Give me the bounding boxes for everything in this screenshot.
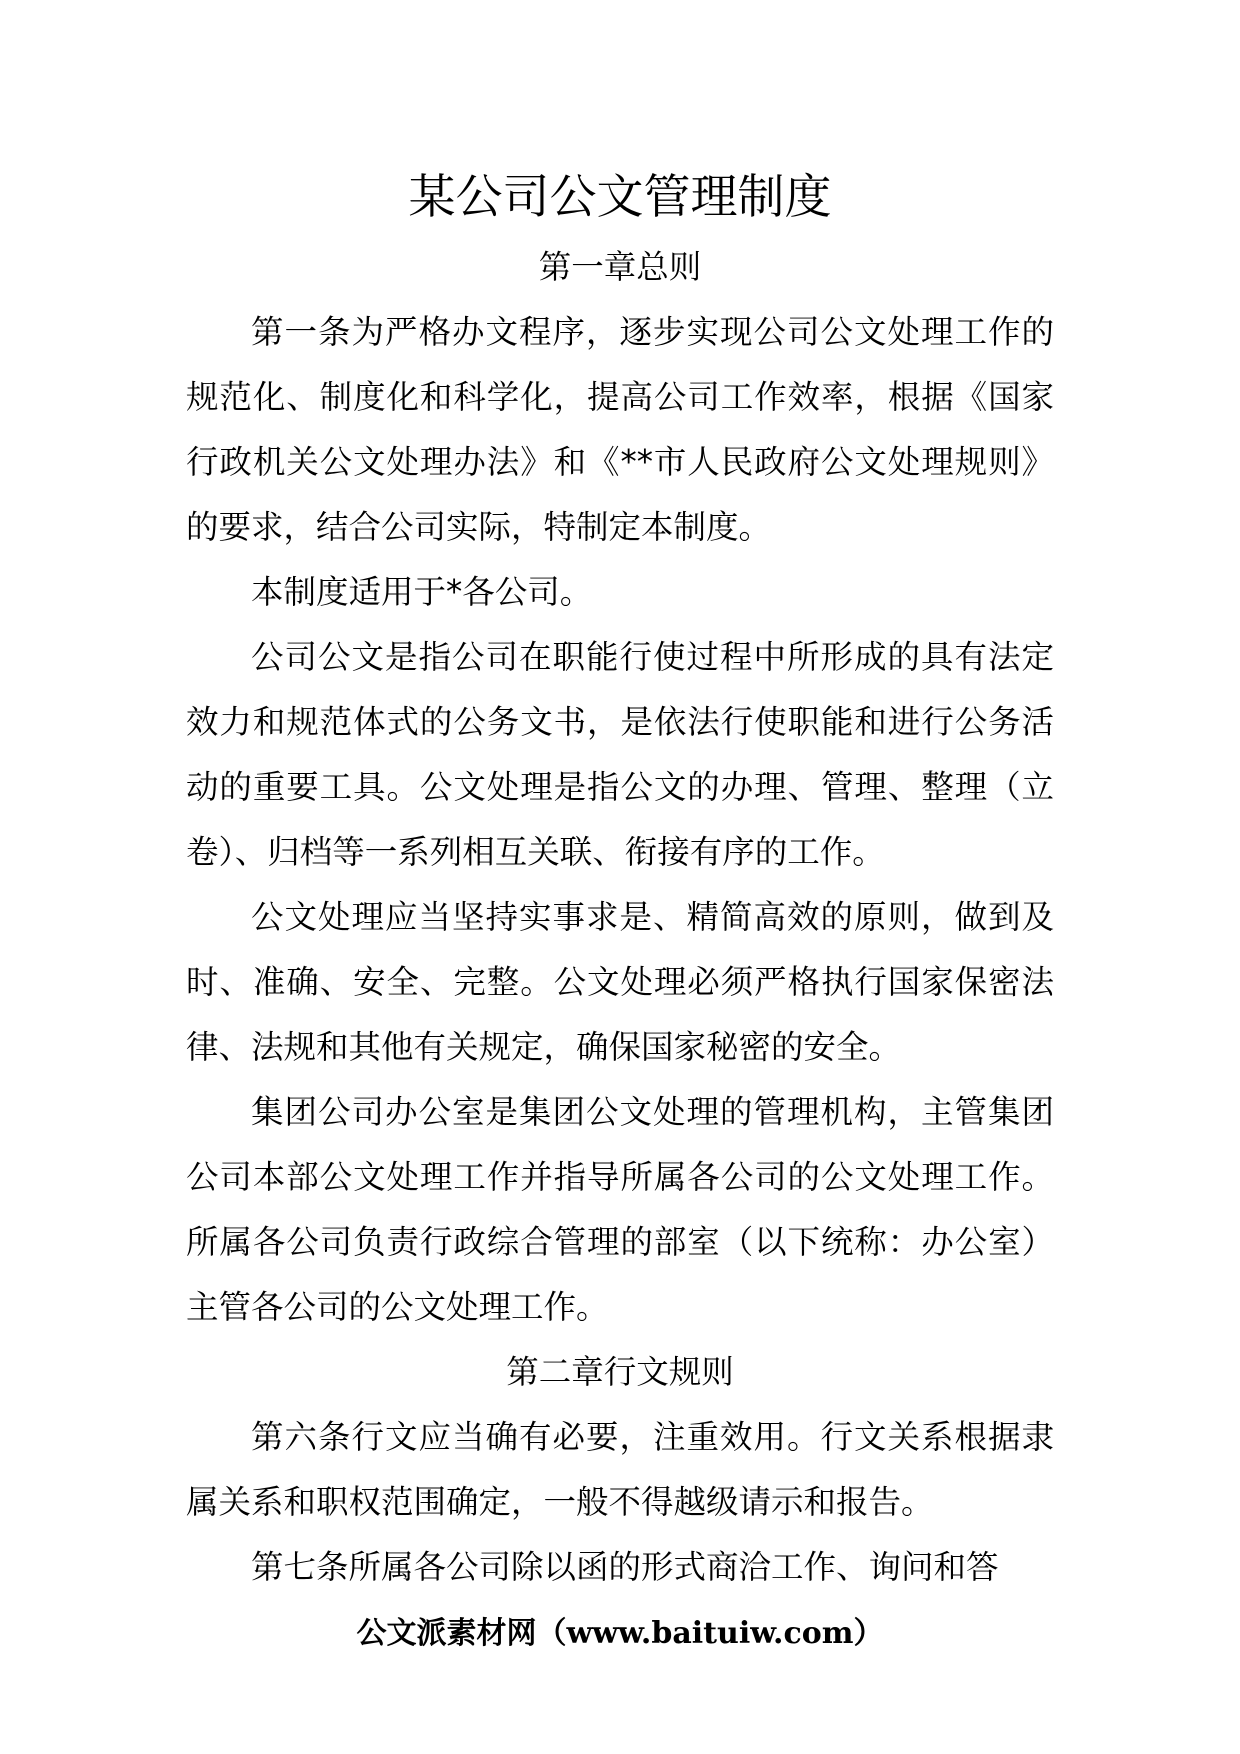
paragraph: 第七条所属各公司除以函的形式商洽工作、询问和答 [251,1548,999,1586]
chapter-heading-1: 第一章总则 [538,248,702,286]
page-title: 某公司公文管理制度 [408,170,832,225]
paragraph: 第一条为严格办文程序，逐步实现公司公文处理工作的规范化、制度化和科学化，提高公司工作效率，根据《国家行政机关公文处理办法》和《**市人民政府公文处理规则》的要求，结合公司实际，特制定本制度。 [186,313,1054,546]
document-body [186,235,1054,1600]
paragraph: 本制度适用于*各公司。 [251,573,593,611]
chapter-heading-2: 第二章行文规则 [506,1353,734,1391]
footer-watermark: 公文派素材网（www.baituiw.com） [356,1616,884,1651]
paragraph: 第六条行文应当确有必要，注重效用。行文关系根据隶属关系和职权范围确定，一般不得越级请示和报告。 [186,1418,1054,1521]
paragraph: 集团公司办公室是集团公文处理的管理机构，主管集团公司本部公文处理工作并指导所属各公司的公文处理工作。所属各公司负责行政综合管理的部室（以下统称：办公室）主管各公司的公文处理工作。 [186,1093,1054,1326]
paragraph: 公司公文是指公司在职能行使过程中所形成的具有法定效力和规范体式的公务文书，是依法行使职能和进行公务活动的重要工具。公文处理是指公文的办理、管理、整理（立卷）、归档等一系列相互关联、衔接有序的工作。 [186,638,1054,871]
paragraph: 公文处理应当坚持实事求是、精简高效的原则，做到及时、准确、安全、完整。公文处理必须严格执行国家保密法律、法规和其他有关规定，确保国家秘密的安全。 [186,898,1054,1066]
